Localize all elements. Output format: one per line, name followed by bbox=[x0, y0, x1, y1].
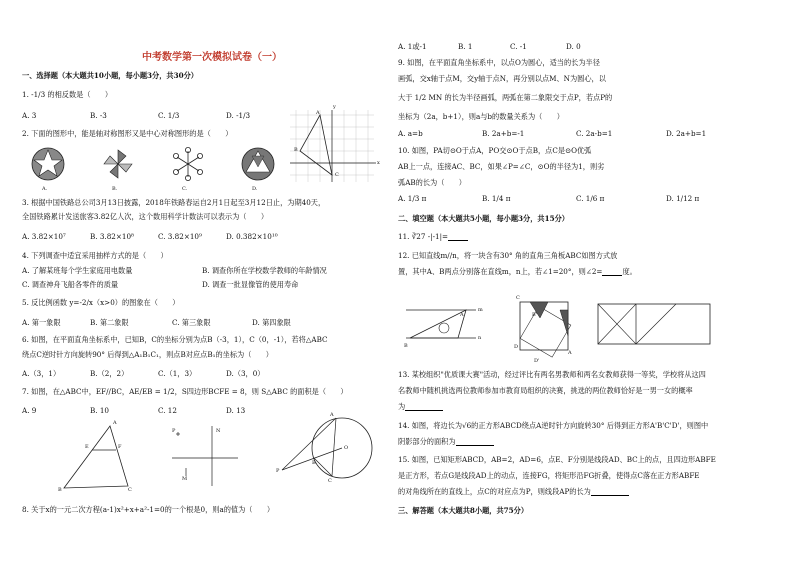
q3-option-b: B. 3.82×10⁸ bbox=[90, 232, 134, 241]
q4-stem: 4. 下列调查中适宜采用抽样方式的是（ ） bbox=[22, 251, 168, 260]
section-1-heading: 一、选择题（本大题共10小题，每小题3分，共30分） bbox=[22, 71, 198, 80]
q15-line3 bbox=[398, 487, 629, 496]
q15-answer-blank[interactable] bbox=[591, 488, 629, 496]
q10-line3: 弧AB的长为（ ） bbox=[398, 178, 466, 187]
q1-option-b: B. -3 bbox=[90, 111, 107, 120]
q7-fig-e-label: E bbox=[85, 444, 89, 450]
q12-line2-end: 度。 bbox=[622, 267, 637, 276]
q13-answer-blank[interactable] bbox=[405, 403, 443, 411]
q10-option-a: A. 1/3 π bbox=[398, 194, 427, 203]
q9-option-d: D. 2a+b=1 bbox=[666, 129, 707, 138]
q15-line1: 15. 如图，已知矩形ABCD，AB=2，AD=6，点E、F分别是线段AD、BC上的点，且四边形ABFE bbox=[398, 455, 716, 464]
q4-option-d: D. 调查一批显像管的使用寿命 bbox=[202, 280, 299, 289]
q6-option-c: C.（1，3） bbox=[158, 369, 197, 378]
q10-fig-c-label: C bbox=[328, 478, 332, 484]
q6-option-d: D.（3，0） bbox=[226, 369, 265, 378]
q3-stem-line2: 全国铁路累计发送旅客3.82亿人次，这个数用科学计数法可以表示为（ ） bbox=[22, 212, 269, 221]
q6-fig-a-label: A bbox=[316, 110, 320, 116]
q8-stem: 8. 关于x的一元二次方程(a-1)x²+x+a²-1=0的一个根是0，则a的值为（ ） bbox=[22, 505, 275, 514]
q2-label-a: A. bbox=[42, 186, 48, 192]
q7-fig-a-label: A bbox=[113, 420, 117, 426]
q10-option-c: C. 1/6 π bbox=[576, 194, 605, 203]
q14-fig-d2-label: D' bbox=[534, 358, 540, 364]
section-3-heading: 三、解答题（本大题共8小题，共75分） bbox=[398, 506, 529, 515]
q7-option-c: C. 12 bbox=[158, 406, 177, 415]
q5-option-a: A. 第一象限 bbox=[22, 318, 61, 327]
q14-line2 bbox=[398, 437, 494, 446]
q11-stem bbox=[398, 232, 468, 241]
q6-fig-c-label: C bbox=[335, 172, 339, 178]
q10-line2: AB上一点，连接AC、BC，如果∠P=∠C，⊙O的半径为1，则劣 bbox=[398, 162, 605, 171]
q2-label-c: C. bbox=[182, 186, 188, 192]
q6-stem-line1: 6. 如图，在平面直角坐标系中，已知B，C的坐标分别为点B（-3，1），C（0，-1），若将△ABC bbox=[22, 335, 328, 344]
q9-fig-p-label: P bbox=[172, 428, 176, 434]
q10-fig-o-label: O bbox=[344, 445, 349, 451]
q9-option-c: C. 2a-b=1 bbox=[576, 129, 613, 138]
q2-label-d: D. bbox=[252, 186, 258, 192]
q15-line3-text: 的对角线所在的直线上，点C的对应点为P，则线段AP的长为 bbox=[398, 487, 591, 496]
q13-line2: 名教师中随机挑选两位教师参加市教育局组织的决赛，挑选的两位教师恰好是一男一女的概率 bbox=[398, 386, 693, 395]
q12-line1: 12. 已知直线m//n，将一块含有30° 角的直角三角板ABC如图方式放 bbox=[398, 251, 618, 260]
q7-stem: 7. 如图，在△ABC中，EF//BC，AE/EB = 1/2，S四边形BCFE = 8，则 S△ABC 的面积是（ ） bbox=[22, 387, 348, 396]
q5-option-c: C. 第三象限 bbox=[172, 318, 211, 327]
q9-fig-n-label: N bbox=[216, 428, 221, 434]
q14-line2-text: 阴影部分的面积为 bbox=[398, 437, 456, 446]
q8-option-d: D. 0 bbox=[566, 42, 581, 51]
q6-option-a: A.（3，1） bbox=[22, 369, 61, 378]
q5-option-d: D. 第四象限 bbox=[252, 318, 291, 327]
q9-fig-m-label: M bbox=[182, 476, 188, 482]
q7-fig-c-label: C bbox=[128, 487, 132, 493]
q4-option-b: B. 调查你所在学校数学教师的年龄情况 bbox=[202, 266, 327, 275]
q14-answer-blank[interactable] bbox=[456, 438, 494, 446]
q15-rectangle-figure bbox=[596, 300, 716, 352]
q7-option-d: D. 13 bbox=[226, 406, 246, 415]
q13-line1: 13. 某校组织"优质课大赛"活动，经过评比有两名男教师和两名女教师获得一等奖，学校将从这四 bbox=[398, 370, 706, 379]
q6-fig-x-label: x bbox=[377, 160, 380, 166]
q7-option-a: A. 9 bbox=[22, 406, 37, 415]
q11-answer-blank[interactable] bbox=[448, 233, 468, 241]
q10-option-d: D. 1/12 π bbox=[666, 194, 700, 203]
q13-line3-text: 为 bbox=[398, 402, 406, 411]
q9-option-a: A. a=b bbox=[398, 129, 423, 138]
q12-line2 bbox=[398, 267, 637, 276]
q12-line2-text: 置，其中A、B两点分别落在直线m，n上，若∠1=20°，则∠2= bbox=[398, 267, 603, 276]
q5-option-b: B. 第二象限 bbox=[90, 318, 129, 327]
q10-option-b: B. 1/4 π bbox=[482, 194, 511, 203]
q14-fig-c-label: C bbox=[516, 295, 520, 301]
q9-line4: 坐标为（2a，b+1），则a与b的数量关系为（ ） bbox=[398, 112, 564, 121]
q1-option-a: A. 3 bbox=[22, 111, 37, 120]
q7-triangle-figure bbox=[62, 420, 142, 496]
q9-line3: 大于 1/2 MN 的长为半径画弧，两弧在第二象限交于点P，若点P的 bbox=[398, 93, 613, 102]
q4-option-a: A. 了解某班每个学生家庭用电数量 bbox=[22, 266, 133, 275]
q10-line1: 10. 如图，PA切⊙O于点A，PO交⊙O于点B，点C是⊙O优弧 bbox=[398, 146, 592, 155]
q2-stem: 2. 下面的图形中，能是轴对称图形又是中心对称图形的是（ ） bbox=[22, 129, 233, 138]
q2-figure-a bbox=[30, 146, 70, 186]
q13-line3 bbox=[398, 402, 443, 411]
q1-option-c: C. 1/3 bbox=[158, 111, 180, 120]
q9-line2: 画弧，交x轴于点M，交y轴于点N，再分别以点M、N为圆心，以 bbox=[398, 74, 606, 83]
q10-circle-figure bbox=[280, 410, 380, 500]
q8-option-a: A. 1或-1 bbox=[398, 42, 427, 51]
q12-figure bbox=[406, 290, 486, 350]
q3-option-c: C. 3.82×10⁹ bbox=[158, 232, 202, 241]
q1-option-d: D. -1/3 bbox=[226, 111, 251, 120]
q2-figure-c bbox=[170, 146, 210, 186]
q3-option-a: A. 3.82×10⁷ bbox=[22, 232, 66, 241]
q11-text: 11. ∛27 -|-1|= bbox=[398, 232, 449, 241]
q12-fig-a-label: A bbox=[460, 312, 464, 318]
q14-line1: 14. 如图，将边长为√6的正方形ABCD绕点A逆时针方向旋转30° 后得到正方形A'B'C'D'，则图中 bbox=[398, 421, 709, 430]
q2-figure-b bbox=[100, 146, 140, 186]
q8-option-b: B. 1 bbox=[458, 42, 473, 51]
q12-answer-blank[interactable] bbox=[602, 268, 622, 276]
right-column bbox=[398, 0, 773, 562]
q12-fig-m-label: m bbox=[478, 307, 483, 313]
q3-option-d: D. 0.382×10¹⁰ bbox=[226, 232, 278, 241]
q7-fig-b-label: B bbox=[58, 487, 62, 493]
q14-fig-a-label: A bbox=[568, 350, 572, 356]
q6-stem-line2: 绕点C逆时针方向旋转90° 后得到△A₁B₁C₁，则点B对应点B₁的坐标为（ ） bbox=[22, 350, 273, 359]
q4-option-c: C. 调查神舟飞船各零件的质量 bbox=[22, 280, 119, 289]
q9-option-b: B. 2a+b=-1 bbox=[482, 129, 525, 138]
q7-option-b: B. 10 bbox=[90, 406, 109, 415]
q14-fig-d-label: D bbox=[514, 344, 519, 350]
q12-fig-n-label: n bbox=[478, 335, 482, 341]
section-2-heading: 二、填空题（本大题共5小题，每小题3分，共15分） bbox=[398, 214, 569, 223]
q6-option-b: B.（2，2） bbox=[90, 369, 129, 378]
left-column bbox=[22, 0, 397, 562]
q12-fig-b-label: B bbox=[404, 343, 408, 349]
q8-option-c: C. -1 bbox=[510, 42, 527, 51]
q15-line2: 是正方形，若点G是线段AD上的动点，连接FG，将矩形沿FG折叠，使得点C落在正方形ABFE bbox=[398, 471, 700, 480]
q10-fig-a-label: A bbox=[330, 412, 334, 418]
q10-fig-p-label: P bbox=[276, 468, 280, 474]
q3-stem-line1: 3. 根据中国铁路总公司3月13日披露，2018年铁路春运自2月1日起至3月12日止，为期40天， bbox=[22, 198, 326, 207]
page-title: 中考数学第一次模拟试卷（一） bbox=[142, 52, 282, 63]
q1-stem: 1. -1/3 的相反数是（ ） bbox=[22, 90, 113, 99]
q10-fig-b-label: B bbox=[312, 460, 316, 466]
q7-fig-f-label: F bbox=[118, 444, 122, 450]
q14-fig-b2-label: B' bbox=[532, 312, 538, 318]
q5-stem: 5. 反比例函数 y=-2/x（x>0）的图象在（ ） bbox=[22, 298, 180, 307]
q9-line1: 9. 如图，在平面直角坐标系中，以点O为圆心，适当的长为半径 bbox=[398, 58, 600, 67]
q6-fig-y-label: y bbox=[333, 104, 336, 110]
q2-figure-d bbox=[240, 146, 280, 186]
q6-fig-b-label: B bbox=[294, 147, 298, 153]
q2-label-b: B. bbox=[112, 186, 118, 192]
